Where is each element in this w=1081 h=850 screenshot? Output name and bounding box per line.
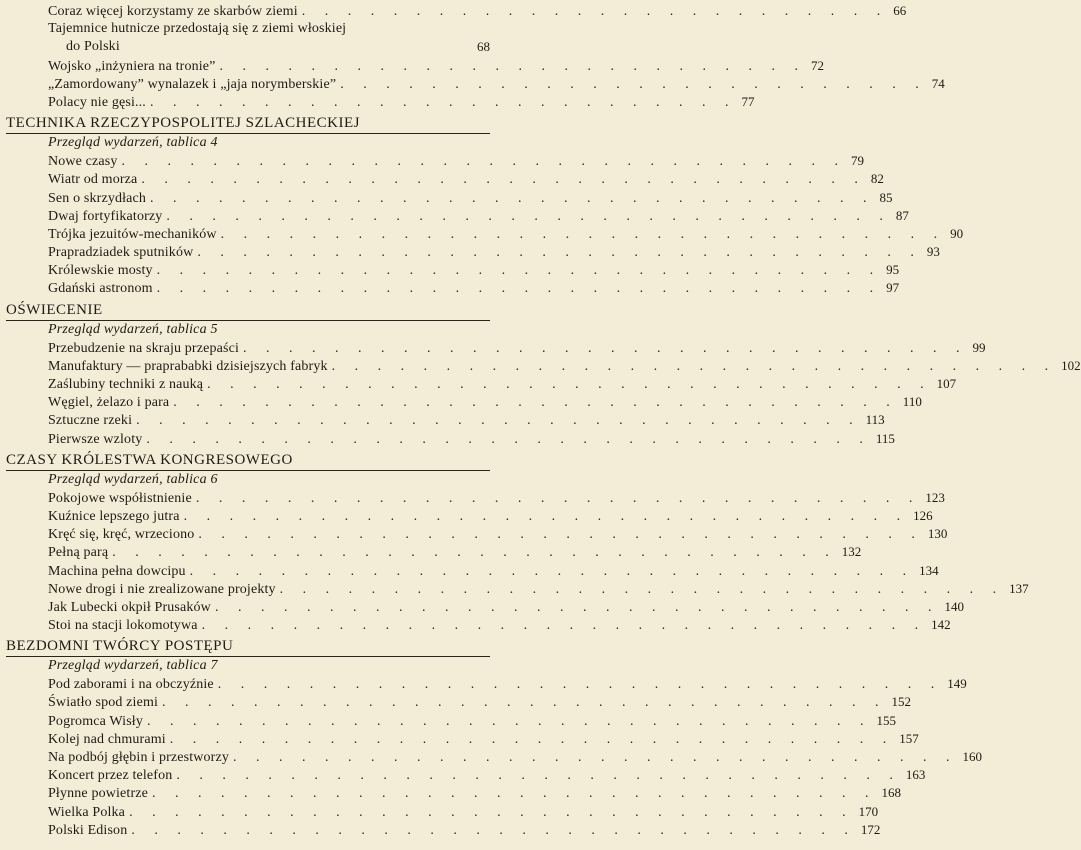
entry-title: Pełną parą xyxy=(48,545,109,561)
entry-page-number: 163 xyxy=(905,767,926,783)
entry-title: Wielka Polka xyxy=(48,804,126,820)
toc-entry xyxy=(6,784,901,802)
leader-dots: . . . . . . . . . . . . . . . . . . . . . . . . . . . . . . . . xyxy=(217,677,943,693)
toc-entry xyxy=(6,207,909,225)
leader-dots: . . . . . . . . . . . . . . . . . . . . . . . . . . . . . . . . xyxy=(156,281,882,297)
toc-entry xyxy=(6,766,926,784)
entry-title: Pogromca Wisły xyxy=(48,713,143,729)
leader-dots: . . . . . . . . . . . . . . . . . . . . . . . . . . xyxy=(340,76,927,92)
entry-title: Światło spod ziemi xyxy=(48,695,159,711)
entry-page-number: 123 xyxy=(925,489,945,505)
leader-dots: . . . . . . . . . . . . . . . . . . . . . . . . . . . . . . . . xyxy=(121,154,847,170)
entry-page-number: 82 xyxy=(870,171,884,187)
leader-dots: . . . . . . . . . . . . . . . . . . . . . . . . . . . . . . . . xyxy=(195,490,921,506)
leader-dots: . . . . . . . . . . . . . . . . . . . . . . . . . . xyxy=(219,58,807,74)
leader-dots: . . . . . . . . . . . . . . . . . . . . . . . . . . . . . . . . xyxy=(150,190,875,206)
toc-entry xyxy=(6,339,986,357)
entry-page-number: 90 xyxy=(950,225,964,241)
toc-entry xyxy=(6,57,825,75)
toc-entry xyxy=(6,598,964,616)
entry-title: Kręć się, kręć, wrzeciono xyxy=(48,527,195,543)
toc-entry xyxy=(6,616,951,634)
toc-entry xyxy=(6,393,922,411)
leader-dots: . . . . . . . . . . . . . . . . . . . . . . . . . . xyxy=(149,94,737,110)
toc-entry xyxy=(6,152,865,170)
entry-title: Pod zaborami i na obczyźnie xyxy=(48,677,214,693)
entry-page-number: 74 xyxy=(931,75,945,91)
toc-entry xyxy=(6,730,919,748)
section-summary: Przegląd wydarzeń, tablica 6 xyxy=(48,471,218,487)
entry-page-number: 102 xyxy=(1061,357,1081,373)
entry-title: Gdański astronom xyxy=(48,281,153,297)
leader-dots: . . . . . . . . . . . . . . . . . . . . . . . . . . . . . . . . xyxy=(162,695,887,711)
entry-title: Coraz więcej korzystamy ze skarbów ziemi xyxy=(48,4,298,19)
toc-entry xyxy=(6,693,912,711)
entry-page-number: 85 xyxy=(879,189,893,205)
leader-dots: . . . . . . . . . . . . . . . . . . . . . . . . . . . . . . . . xyxy=(220,226,946,242)
entry-title: Wiatr od morza xyxy=(48,172,138,188)
toc-entry xyxy=(6,489,945,507)
entry-page-number: 97 xyxy=(886,280,900,296)
entry-page-number: 170 xyxy=(858,803,879,819)
entry-page-number: 130 xyxy=(927,526,948,542)
toc-entry xyxy=(6,580,1029,598)
entry-page-number: 134 xyxy=(919,562,939,578)
toc-entry xyxy=(6,375,957,393)
entry-title: Dwaj fortyfikatorzy xyxy=(48,208,163,224)
entry-page-number: 110 xyxy=(902,394,922,410)
toc-entry xyxy=(6,225,964,243)
section-summary: Przegląd wydarzeń, tablica 7 xyxy=(48,658,218,674)
toc-entry xyxy=(6,821,881,839)
toc-entry xyxy=(6,189,893,207)
leader-dots: . . . . . . . . . . . . . . . . . . . . . . . . . . . . . . . . xyxy=(279,581,1005,597)
entry-title xyxy=(48,20,436,56)
entry-page-number: 137 xyxy=(1009,580,1029,596)
entry-page-number: 140 xyxy=(944,598,964,614)
toc-entry xyxy=(6,243,940,261)
entry-title: Kolej nad chmurami xyxy=(48,731,166,747)
entry-title: Nowe drogi i nie zrealizowane projekty xyxy=(48,581,276,597)
toc-entry xyxy=(6,507,933,525)
entry-title-line2: do Polski xyxy=(66,39,120,55)
entry-title: „Zamordowany” wynalazek i „jaja norymberskie” xyxy=(48,76,337,92)
section-title: CZASY KRÓLESTWA KONGRESOWEGO xyxy=(6,451,490,471)
entry-page-number: 152 xyxy=(891,694,912,710)
entry-title: Koncert przez telefon xyxy=(48,768,173,784)
section-summary: Przegląd wydarzeń, tablica 5 xyxy=(48,321,218,337)
leader-dots: . . . . . . . . . . . . . . . . . . . . . . . . . . . . . . . . xyxy=(201,618,927,634)
toc-entry xyxy=(6,543,862,561)
entry-title: Polacy nie gęsi... xyxy=(48,94,146,110)
entry-title: Jak Lubecki okpił Prusaków xyxy=(48,599,211,615)
leader-dots: . . . . . . . . . . . . . . . . . . . . . . . . . . . . . . . . xyxy=(176,768,901,784)
entry-title: Trójka jezuitów-mechaników xyxy=(48,226,217,242)
entry-page-number: 99 xyxy=(972,339,986,355)
entry-page-number: 107 xyxy=(936,376,957,392)
toc-entry xyxy=(6,357,1081,375)
toc-entry xyxy=(6,20,490,56)
leader-dots: . . . . . . . . . . . . . . . . . . . . . . . . . . . . . . . . xyxy=(207,377,932,393)
toc-entry xyxy=(6,93,755,111)
entry-title: Kuźnice lepszego jutra xyxy=(48,508,180,524)
leader-dots: . . . . . . . . . . . . . . . . . . . . . . . . . . . . . . . . xyxy=(166,208,891,224)
table-of-contents xyxy=(6,2,1081,839)
leader-dots: . . . . . . . . . . . . . . . . . . . . . . . . . . . . . . . . xyxy=(243,340,968,356)
leader-dots: . . . . . . . . . . . . . . . . . . . . . . . . . . . . . . . . xyxy=(151,786,877,802)
entry-title-line1: Tajemnice hutnicze przedostają się z ziemi włoskiej xyxy=(48,21,347,37)
entry-page-number: 126 xyxy=(913,507,933,523)
leader-dots: . . . . . . . . . . . . . . . . . . . . . . . . . . . . . . . . xyxy=(146,431,871,447)
entry-title: Węgiel, żelazo i para xyxy=(48,395,170,411)
leader-dots: . . . . . . . . . . . . . . . . . . . . . . . . . . . . . . . . xyxy=(198,527,923,543)
entry-title: Pokojowe współistnienie xyxy=(48,490,192,506)
entry-title: Pierwsze wzloty xyxy=(48,431,143,447)
entry-page-number: 160 xyxy=(962,749,983,765)
entry-title: Polski Edison xyxy=(48,822,128,838)
toc-entry xyxy=(6,712,896,730)
leader-dots: . . . . . . . . . . . . . . . . . . . . . . . . . . . . . . . . xyxy=(233,750,958,766)
section-title: TECHNIKA RZECZYPOSPOLITEJ SZLACHECKIEJ xyxy=(6,114,490,134)
entry-title: Królewskie mosty xyxy=(48,263,153,279)
entry-title: Sztuczne rzeki xyxy=(48,413,133,429)
entry-page-number: 142 xyxy=(931,617,951,633)
entry-page-number: 172 xyxy=(860,821,881,837)
leader-dots: . . . . . . . . . . . . . . . . . . . . . . . . . . . . . . . . xyxy=(189,563,915,579)
leader-dots: . . . . . . . . . . . . . . . . . . . . . . . . . . . . . . . . xyxy=(173,395,898,411)
toc-entry xyxy=(6,430,895,448)
leader-dots: . . . . . . . . . . . . . . . . . . . . . . . . . . . . . . . . xyxy=(131,822,856,838)
entry-title: Płynne powietrze xyxy=(48,786,148,802)
entry-title: Na podbój głębin i przestworzy xyxy=(48,750,230,766)
section-summary: Przegląd wydarzeń, tablica 4 xyxy=(48,135,218,151)
entry-page-number: 155 xyxy=(876,712,896,728)
entry-page-number: 87 xyxy=(895,207,909,223)
leader-dots: . . . . . . . . . . . . . . . . . . . . . . . . . . . . . . . . xyxy=(129,804,854,820)
entry-title: Stoi na stacji lokomotywa xyxy=(48,618,198,634)
toc-entry xyxy=(6,525,948,543)
entry-page-number: 149 xyxy=(947,676,967,692)
entry-page-number: 168 xyxy=(881,785,901,801)
leader-dots: . . . . . . . . . . . . . . . . . . . . . . . . . . . . . . . . xyxy=(197,245,922,261)
entry-title: Nowe czasy xyxy=(48,154,118,170)
entry-title: Manufaktury — praprababki dzisiejszych fabryk xyxy=(48,358,328,374)
toc-sections xyxy=(6,114,1081,839)
entry-page-number: 79 xyxy=(851,153,865,169)
leader-dots: . . . . . . . . . . . . . . . . . . . . . . . . . . . . . . . . xyxy=(136,413,861,429)
toc-entry xyxy=(6,748,983,766)
section-title: OŚWIECENIE xyxy=(6,301,490,321)
toc-entry xyxy=(6,411,885,429)
entry-title: Sen o skrzydłach xyxy=(48,190,147,206)
entry-page-number: 93 xyxy=(926,244,940,260)
leader-dots: . . . . . . . . . . . . . . . . . . . . . . . . . . . . . . . . xyxy=(147,713,872,729)
leader-dots: . . . . . . . . . . . . . . . . . . . . . . . . . . . . . . . . xyxy=(169,731,895,747)
leader-dots: . . . . . . . . . . . . . . . . . . . . . . . . . . . . . . . . xyxy=(331,358,1057,374)
entry-title: Machina pełna dowcipu xyxy=(48,563,186,579)
entry-title: Przebudzenie na skraju przepaści xyxy=(48,340,239,356)
section-title: BEZDOMNI TWÓRCY POSTĘPU xyxy=(6,637,490,657)
entry-page-number: 77 xyxy=(741,93,755,109)
toc-entry xyxy=(6,261,900,279)
toc-entry xyxy=(6,170,884,188)
entry-title: Prapradziadek sputników xyxy=(48,245,194,261)
toc-entry xyxy=(6,803,879,821)
leader-dots: . . . . . . . . . . . . . . . . . . . . . . . . . . . . . . . . xyxy=(214,599,940,615)
leader-dots: . . . . . . . . . . . . . . . . . . . . . . . . . . . . . . . . xyxy=(141,172,866,188)
toc-entry xyxy=(6,279,900,297)
leader-dots: . . . . . . . . . . . . . . . . . . . . . . . . . . . . . . . . xyxy=(112,545,837,561)
entry-page-number: 72 xyxy=(811,57,825,73)
entry-page-number: 68 xyxy=(477,39,490,55)
toc-entry xyxy=(6,562,939,580)
entry-page-number: 115 xyxy=(875,430,895,446)
entry-title: Wojsko „inżyniera na tronie” xyxy=(48,58,216,74)
leader-dots: . . . . . . . . . . . . . . . . . . . . . . . . . . . . . . . . xyxy=(156,263,882,279)
toc-entry xyxy=(6,2,907,20)
entry-page-number: 95 xyxy=(886,262,900,278)
entry-page-number: 157 xyxy=(899,730,919,746)
leader-dots: . . . . . . . . . . . . . . . . . . . . . . . . . . xyxy=(301,4,889,19)
entry-page-number: 113 xyxy=(865,412,885,428)
entry-title: Zaślubiny techniki z nauką xyxy=(48,377,204,393)
entry-page-number: 132 xyxy=(841,544,862,560)
toc-entry xyxy=(6,75,945,93)
toc-entry xyxy=(6,675,967,693)
leader-dots: . . . . . . . . . . . . . . . . . . . . . . . . . . . . . . . . xyxy=(183,508,909,524)
entry-page-number: 66 xyxy=(893,3,907,18)
